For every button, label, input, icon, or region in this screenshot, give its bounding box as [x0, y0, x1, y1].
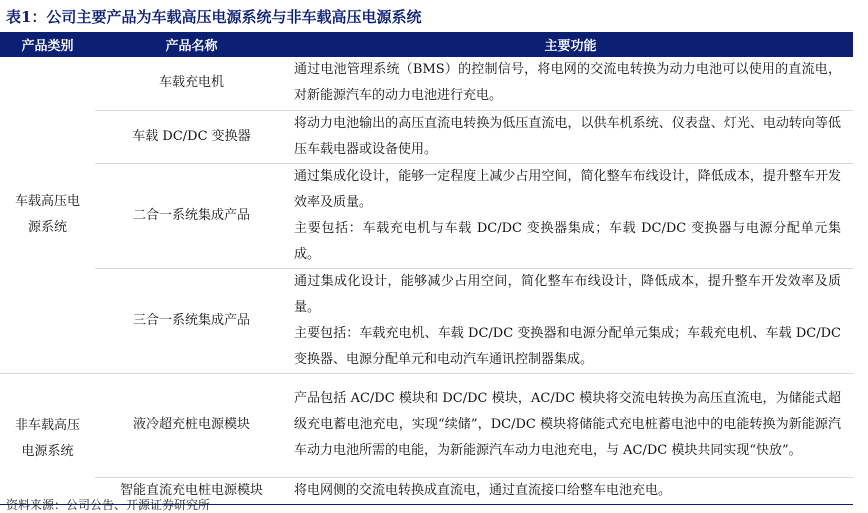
product-function — [288, 268, 853, 373]
product-name: 智能直流充电桩电源模块 — [95, 477, 288, 504]
table-title: 表1：公司主要产品为车载高压电源系统与非车载高压电源系统 — [6, 8, 422, 26]
function-paragraph: 将电网侧的交流电转换成直流电，通过直流接口给整车电池充电。 — [294, 482, 672, 498]
product-function — [288, 57, 853, 110]
function-paragraph: 主要包括：车载充电机与车载 DC/DC 变换器集成；车载 DC/DC 变换器与电源分配单元集成。 — [294, 220, 841, 262]
category-line: 非车载高压 — [14, 417, 80, 433]
table-row — [0, 110, 853, 163]
product-name: 液冷超充桩电源模块 — [95, 373, 288, 477]
function-paragraph: 产品包括 AC/DC 模块和 DC/DC 模块，AC/DC 模块将交流电转换为高压直流电，为储能式超级充电蓄电池充电，实现“续储”，DC/DC 模块将储能式充电桩蓄电池中的电能转换为新能源汽车动力电池所需的电能，为新能源汽车动力电池充电，与 AC/DC 模块共同实现“快放”。 — [294, 391, 841, 458]
source-note: 资料来源：公司公告、开源证券研究所 — [6, 498, 211, 512]
table-header-row — [0, 32, 853, 57]
category-cell — [0, 57, 95, 373]
table-row — [0, 373, 853, 477]
product-name: 车载 DC/DC 变换器 — [95, 110, 288, 163]
function-paragraph: 主要包括：车载充电机、车载 DC/DC 变换器和电源分配单元集成；车载充电机、车载 DC/DC 变换器、电源分配单元和电动汽车通讯控制器集成。 — [294, 325, 841, 367]
category-line: 源系统 — [27, 219, 67, 235]
product-function — [288, 110, 853, 163]
product-table — [0, 32, 853, 505]
function-paragraph: 通过集成化设计，能够减少占用空间，简化整车布线设计，降低成本，提升整车开发效率及质量。 — [294, 273, 841, 315]
function-paragraph: 将动力电池输出的高压直流电转换为低压直流电，以供车机系统、仪表盘、灯光、电动转向等低压车载电器或设备使用。 — [294, 115, 841, 157]
table-row — [0, 163, 853, 268]
table-row — [0, 268, 853, 373]
header-main-function: 主要功能 — [288, 32, 853, 57]
header-product-name: 产品名称 — [95, 32, 288, 57]
category-cell — [0, 373, 95, 504]
product-name: 二合一系统集成产品 — [95, 163, 288, 268]
function-paragraph: 通过电池管理系统（BMS）的控制信号，将电网的交流电转换为动力电池可以使用的直流电，对新能源汽车的动力电池进行充电。 — [294, 62, 841, 104]
product-name: 车载充电机 — [95, 57, 288, 110]
header-category: 产品类别 — [0, 32, 95, 57]
product-function — [288, 373, 853, 477]
function-paragraph: 通过集成化设计，能够一定程度上减少占用空间，简化整车布线设计，降低成本，提升整车开发效率及质量。 — [294, 168, 841, 210]
category-line: 电源系统 — [21, 443, 74, 459]
category-line: 车载高压电 — [14, 193, 80, 209]
table-row — [0, 57, 853, 110]
product-name: 三合一系统集成产品 — [95, 268, 288, 373]
product-function — [288, 163, 853, 268]
product-function — [288, 477, 853, 504]
